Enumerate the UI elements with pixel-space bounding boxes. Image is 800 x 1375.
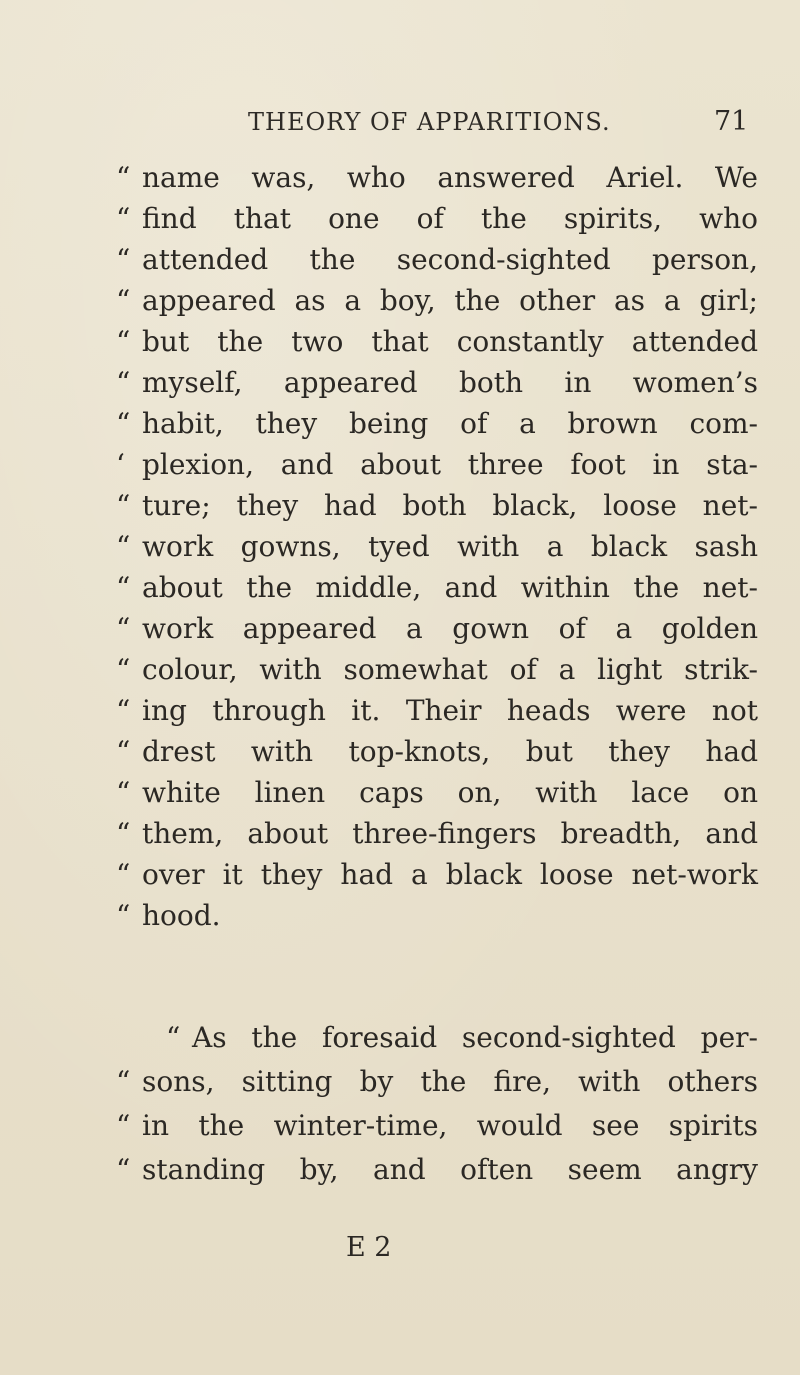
text-line: “ myself, appeared both in women’s (116, 366, 758, 399)
text-line: “ attended the second-sighted person, (116, 243, 758, 276)
text-line: “ them, about three-fingers breadth, and (116, 817, 758, 850)
text-line: “ ture; they had both black, loose net- (116, 489, 758, 522)
page-header (0, 104, 800, 144)
text-line: “ white linen caps on, with lace on (116, 776, 758, 809)
text-line: “ find that one of the spirits, who (116, 202, 758, 235)
text-line: “ name was, who answered Ariel. We (116, 161, 758, 194)
text-line: ‘ plexion, and about three foot in sta- (116, 448, 758, 481)
paragraph-first-line: “ As the foresaid second-sighted per- (166, 1021, 758, 1054)
text-line: “ over it they had a black loose net-work (116, 858, 758, 891)
text-line: “ hood. (116, 899, 221, 932)
text-line: “ standing by, and often seem angry (116, 1153, 758, 1186)
text-line: “ drest with top-knots, but they had (116, 735, 758, 768)
text-line: “ work gowns, tyed with a black sash (116, 530, 758, 563)
page-number: 71 (714, 106, 749, 137)
text-line: “ appeared as a boy, the other as a girl; (116, 284, 758, 317)
running-head: THEORY OF APPARITIONS. (248, 108, 611, 136)
text-line: “ sons, sitting by the fire, with others (116, 1065, 758, 1098)
text-line: “ in the winter-time, would see spirits (116, 1109, 758, 1142)
text-line: “ colour, with somewhat of a light strik- (116, 653, 758, 686)
signature-mark: E 2 (346, 1232, 392, 1263)
text-line: “ about the middle, and within the net- (116, 571, 758, 604)
text-line: “ habit, they being of a brown com- (116, 407, 758, 440)
text-line: “ work appeared a gown of a golden (116, 612, 758, 645)
text-line: “ ing through it. Their heads were not (116, 694, 758, 727)
text-line: “ but the two that constantly attended (116, 325, 758, 358)
